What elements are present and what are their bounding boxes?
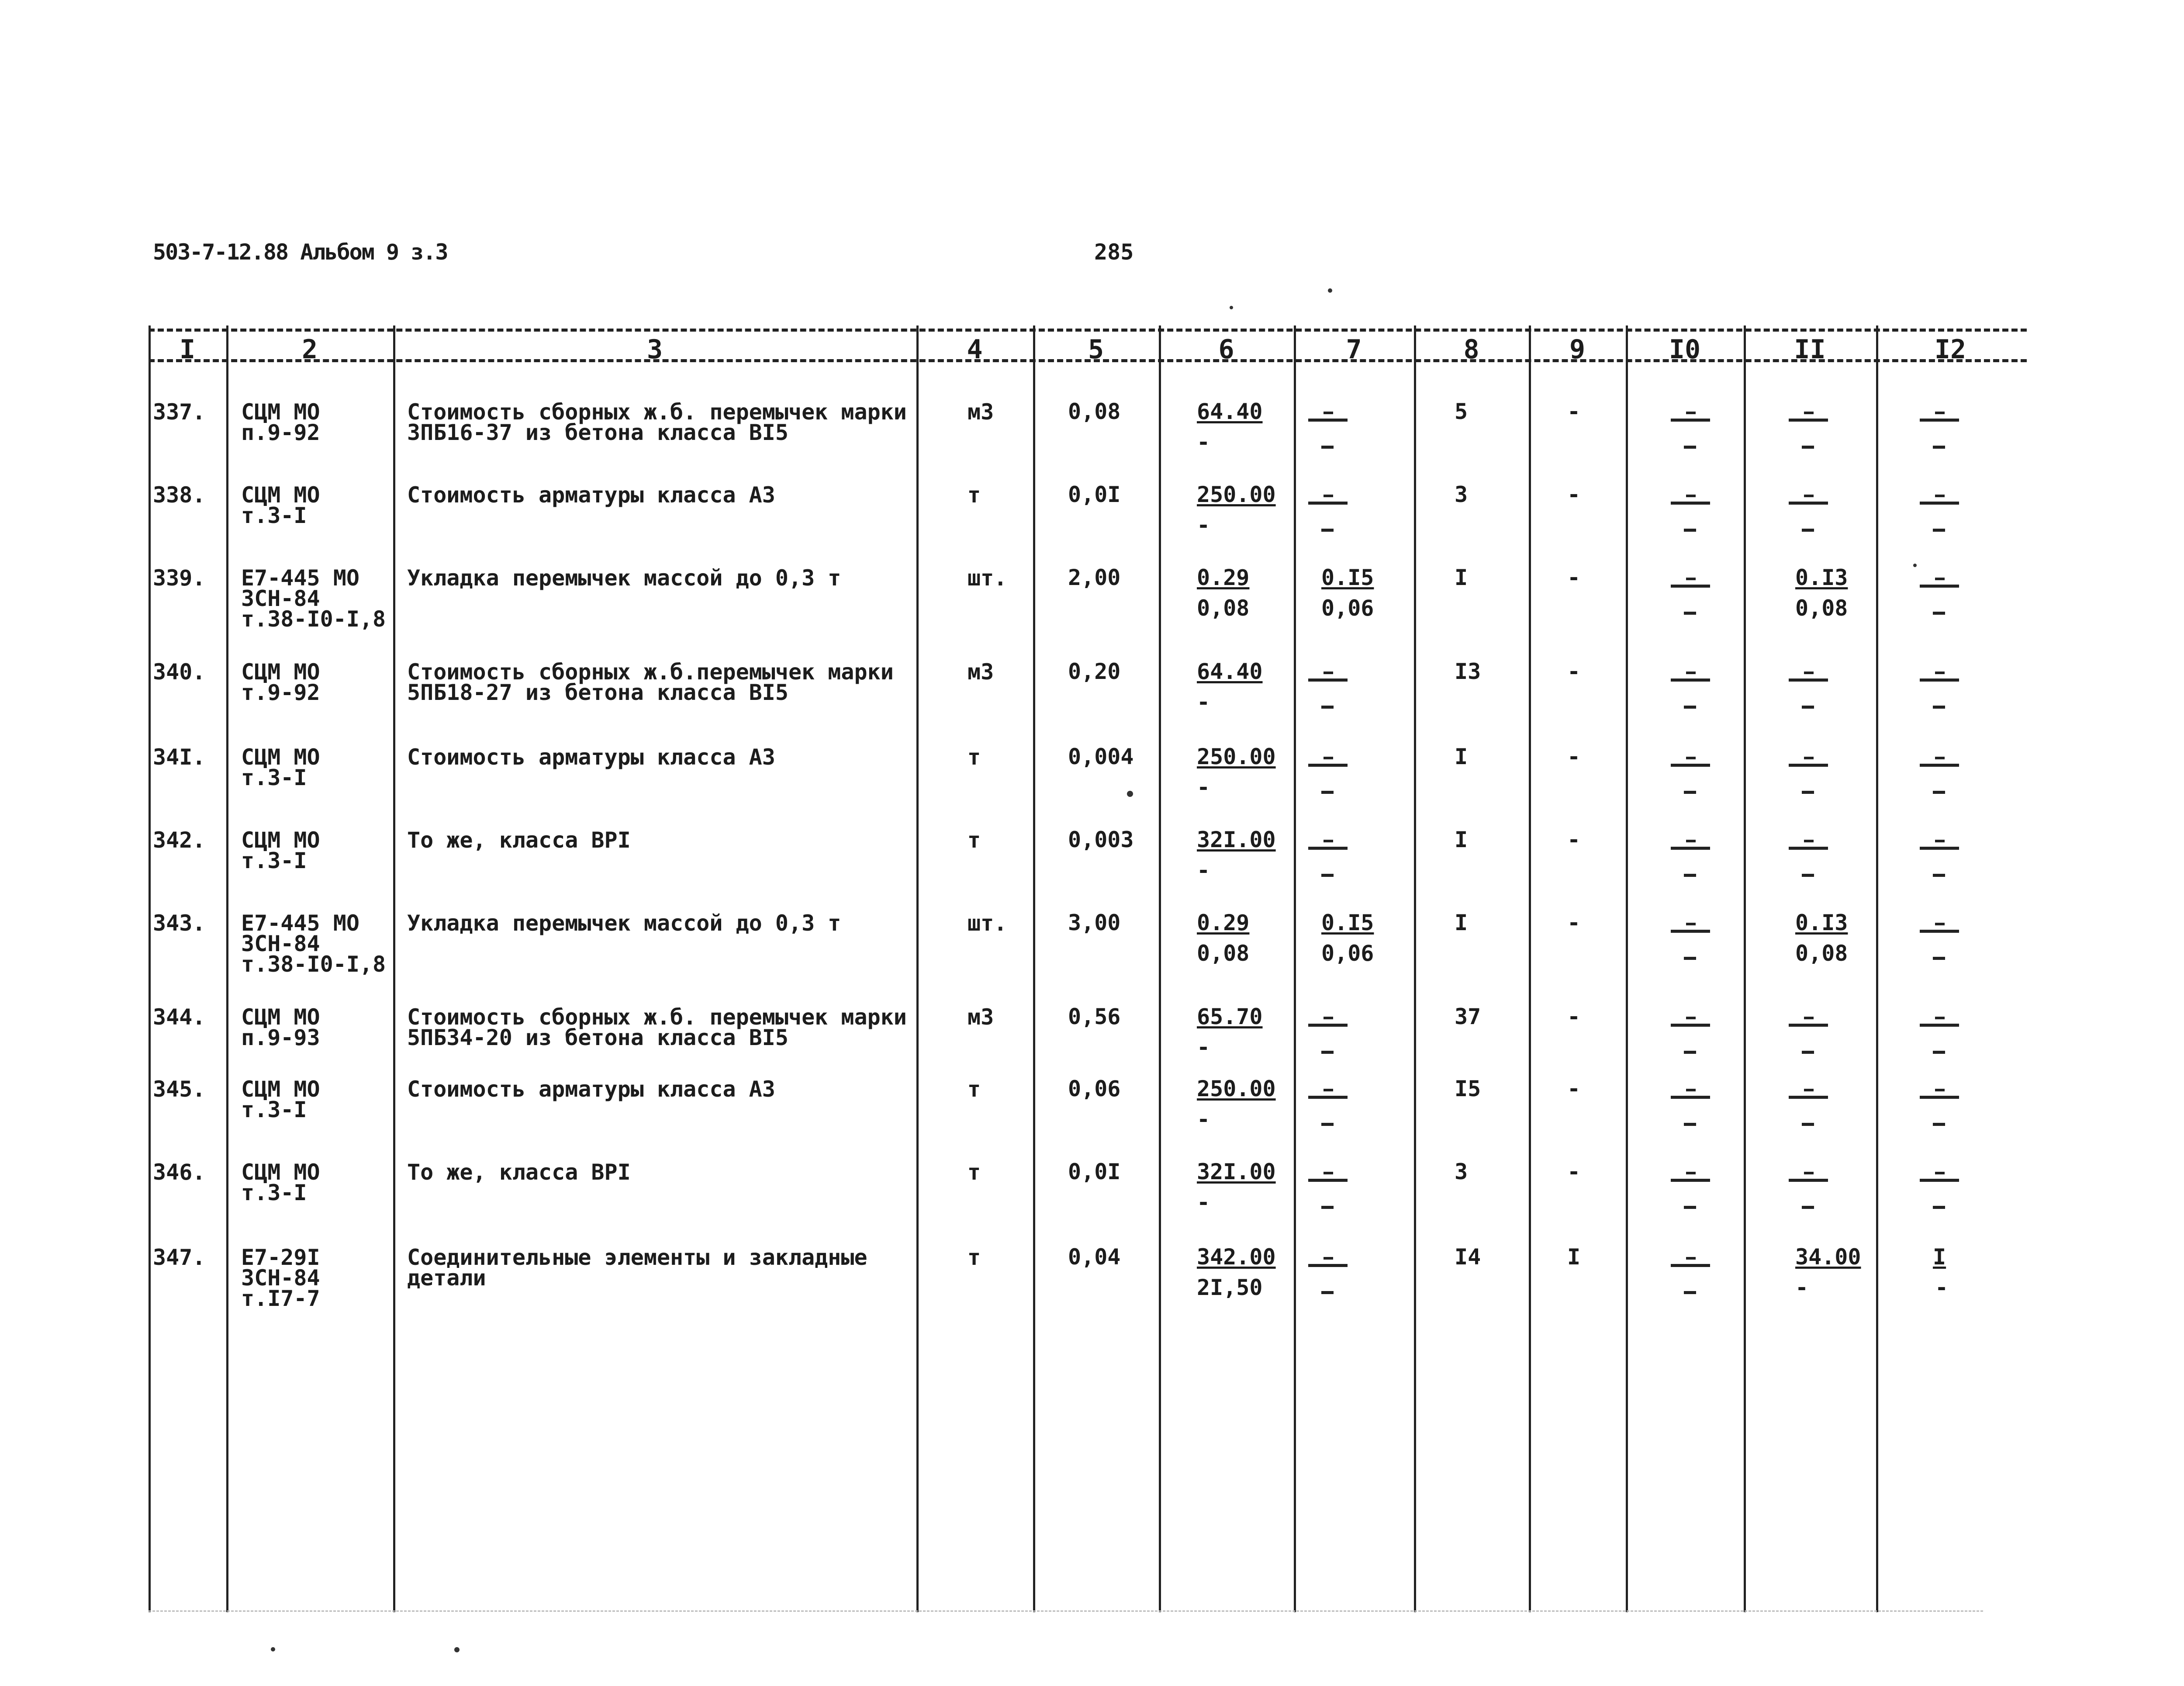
scan-speck xyxy=(271,1647,275,1651)
basis-reference: Е7-445 МО 3СН-84 т.38-I0-I,8 xyxy=(241,911,386,977)
dash-stroke xyxy=(1321,1206,1334,1209)
column-divider xyxy=(1744,325,1746,1612)
quantity: 3,00 xyxy=(1068,910,1121,935)
dash-stroke xyxy=(1684,529,1696,532)
dash-stroke xyxy=(1935,840,1945,842)
column-divider xyxy=(1876,325,1878,1612)
dash-stroke xyxy=(1933,957,1945,960)
column-number: 8 xyxy=(1463,334,1479,365)
row-number: 342. xyxy=(153,827,206,853)
row-number: 345. xyxy=(153,1077,206,1102)
dash-stroke xyxy=(1684,1291,1696,1294)
column-divider xyxy=(226,325,228,1612)
dash-stroke xyxy=(1324,757,1333,759)
dash-stroke xyxy=(1935,412,1945,414)
dash-stroke xyxy=(1321,529,1334,532)
basis-reference: СЦМ МО т.3-I xyxy=(241,482,320,528)
column-divider xyxy=(1414,325,1416,1612)
dash-stroke xyxy=(1324,495,1333,497)
dash-stroke xyxy=(1933,791,1945,794)
quantity: 0,0I xyxy=(1068,482,1121,507)
dash-stroke xyxy=(1684,1123,1696,1126)
dash-stroke xyxy=(1804,412,1814,414)
column-number: 7 xyxy=(1346,334,1362,365)
scan-speck xyxy=(1230,306,1233,309)
page-number: 285 xyxy=(1094,239,1134,265)
dash-stroke xyxy=(1671,764,1710,767)
dash-stroke xyxy=(1789,679,1828,682)
dash-stroke xyxy=(1933,1206,1945,1209)
column-9-value: - xyxy=(1567,910,1581,935)
row-number: 343. xyxy=(153,911,206,936)
dash-stroke xyxy=(1789,1096,1828,1099)
column-number: 3 xyxy=(646,334,663,365)
column-8-value: 37 xyxy=(1455,1004,1481,1029)
unit-cost-wages: - xyxy=(1197,1190,1210,1215)
unit-cost-wages: - xyxy=(1197,1035,1210,1060)
dash-stroke xyxy=(1686,495,1696,497)
dash-stroke xyxy=(1671,585,1710,588)
column-8-value: I4 xyxy=(1455,1244,1481,1270)
dash-stroke xyxy=(1686,923,1696,925)
unit-cost-wages: - xyxy=(1197,429,1210,455)
dash-stroke xyxy=(1804,840,1814,842)
dash-stroke xyxy=(1802,874,1814,877)
dash-stroke xyxy=(1684,1206,1696,1209)
column-9-value: - xyxy=(1567,1076,1581,1101)
column-8-value: I xyxy=(1455,744,1468,769)
unit-cost-wages: 0,08 xyxy=(1197,941,1250,966)
dash-stroke xyxy=(1686,757,1696,759)
dash-stroke xyxy=(1671,1096,1710,1099)
unit-cost-wages: - xyxy=(1197,858,1210,883)
work-description: Стоимость арматуры класса А3 xyxy=(407,744,775,770)
quantity: 0,04 xyxy=(1068,1244,1121,1270)
dash-stroke xyxy=(1686,578,1696,580)
row-number: 338. xyxy=(153,482,206,508)
dash-stroke xyxy=(1686,1017,1696,1019)
column-divider xyxy=(149,325,151,1612)
work-description: То же, класса ВРI xyxy=(407,1160,631,1185)
dash-stroke xyxy=(1308,1024,1348,1027)
quantity: 2,00 xyxy=(1068,565,1121,590)
unit-cost-wages: - xyxy=(1197,775,1210,800)
column-11-value: 0.I3 xyxy=(1795,910,1848,935)
column-number: I xyxy=(179,334,196,365)
scan-speck xyxy=(1328,288,1332,293)
basis-reference: СЦМ МО т.3-I xyxy=(241,1077,320,1122)
row-number: 339. xyxy=(153,565,206,591)
quantity: 0,004 xyxy=(1068,744,1134,769)
dash-stroke xyxy=(1802,529,1814,532)
column-9-value: - xyxy=(1567,1004,1581,1029)
column-11-value: 0.I3 xyxy=(1795,565,1848,590)
dash-stroke xyxy=(1933,706,1945,709)
column-number: 2 xyxy=(301,334,318,365)
column-number: 5 xyxy=(1088,334,1104,365)
quantity: 0,06 xyxy=(1068,1076,1121,1101)
unit: шт. xyxy=(968,565,1007,591)
dash-stroke xyxy=(1920,502,1959,505)
dash-stroke xyxy=(1671,1264,1710,1267)
unit-cost: 32I.00 xyxy=(1197,1159,1276,1184)
dash-stroke xyxy=(1920,1024,1959,1027)
unit-cost: 250.00 xyxy=(1197,1076,1276,1101)
dash-stroke xyxy=(1789,1179,1828,1182)
dash-stroke xyxy=(1686,672,1696,674)
unit: т xyxy=(968,827,981,853)
basis-reference: Е7-445 МО 3СН-84 т.38-I0-I,8 xyxy=(241,565,386,632)
unit-cost: 0.29 xyxy=(1197,910,1250,935)
quantity: 0,20 xyxy=(1068,659,1121,684)
dash-stroke xyxy=(1920,930,1959,933)
column-8-value: I3 xyxy=(1455,659,1481,684)
column-divider xyxy=(1294,325,1296,1612)
column-divider xyxy=(393,325,395,1612)
dash-stroke xyxy=(1935,672,1945,674)
column-divider xyxy=(1529,325,1531,1612)
column-9-value: - xyxy=(1567,399,1581,424)
basis-reference: СЦМ МО п.9-93 xyxy=(241,1004,320,1050)
row-number: 34I. xyxy=(153,744,206,770)
dash-stroke xyxy=(1933,446,1945,449)
column-11-value: 34.00 xyxy=(1795,1244,1861,1270)
basis-reference: Е7-29I 3СН-84 т.I7-7 xyxy=(241,1245,320,1311)
unit: м3 xyxy=(968,659,994,685)
unit-cost-wages: - xyxy=(1197,689,1210,715)
dash-stroke xyxy=(1933,529,1945,532)
unit: м3 xyxy=(968,399,994,425)
work-description: Укладка перемычек массой до 0,3 т xyxy=(407,565,841,591)
dash-stroke xyxy=(1802,791,1814,794)
column-divider xyxy=(1033,325,1035,1612)
quantity: 0,08 xyxy=(1068,399,1121,424)
dash-stroke xyxy=(1935,1172,1945,1174)
dash-stroke xyxy=(1671,1024,1710,1027)
dash-stroke xyxy=(1686,1089,1696,1091)
column-8-value: I5 xyxy=(1455,1076,1481,1101)
dash-stroke xyxy=(1802,1123,1814,1126)
row-number: 340. xyxy=(153,659,206,685)
column-9-value: - xyxy=(1567,659,1581,684)
unit-cost-wages: - xyxy=(1197,512,1210,538)
column-8-value: I xyxy=(1455,565,1468,590)
column-8-value: I xyxy=(1455,910,1468,935)
column-9-value: - xyxy=(1567,482,1581,507)
row-number: 337. xyxy=(153,399,206,425)
quantity: 0,56 xyxy=(1068,1004,1121,1029)
dash-stroke xyxy=(1671,1179,1710,1182)
column-8-value: 3 xyxy=(1455,1159,1468,1184)
row-number: 344. xyxy=(153,1004,206,1030)
dash-stroke xyxy=(1933,1123,1945,1126)
quantity: 0,003 xyxy=(1068,827,1134,852)
dash-stroke xyxy=(1684,446,1696,449)
dash-stroke xyxy=(1802,446,1814,449)
dash-stroke xyxy=(1684,1051,1696,1054)
dash-stroke xyxy=(1802,1051,1814,1054)
column-11-subvalue: - xyxy=(1795,1275,1809,1300)
column-number: 4 xyxy=(967,334,983,365)
dash-stroke xyxy=(1933,612,1945,615)
dash-stroke xyxy=(1935,578,1945,580)
column-divider xyxy=(1159,325,1161,1612)
dash-stroke xyxy=(1935,1017,1945,1019)
dash-stroke xyxy=(1935,495,1945,497)
dash-stroke xyxy=(1804,1172,1814,1174)
column-number: II xyxy=(1794,334,1826,365)
column-9-value: I xyxy=(1567,1244,1581,1270)
dash-stroke xyxy=(1684,957,1696,960)
unit: т xyxy=(968,1160,981,1185)
column-9-value: - xyxy=(1567,565,1581,590)
unit: т xyxy=(968,1077,981,1102)
basis-reference: СЦМ МО т.9-92 xyxy=(241,659,320,705)
dash-stroke xyxy=(1789,1024,1828,1027)
quantity: 0,0I xyxy=(1068,1159,1121,1184)
unit: шт. xyxy=(968,911,1007,936)
dash-stroke xyxy=(1308,679,1348,682)
dash-stroke xyxy=(1324,1089,1333,1091)
basis-reference: СЦМ МО т.3-I xyxy=(241,744,320,790)
dash-stroke xyxy=(1920,585,1959,588)
dash-stroke xyxy=(1321,1051,1334,1054)
dash-stroke xyxy=(1684,706,1696,709)
basis-reference: СЦМ МО т.3-I xyxy=(241,827,320,873)
dash-stroke xyxy=(1324,672,1333,674)
column-9-value: - xyxy=(1567,744,1581,769)
dash-stroke xyxy=(1671,847,1710,850)
unit-cost-wages: - xyxy=(1197,1107,1210,1132)
dash-stroke xyxy=(1804,757,1814,759)
unit-cost-wages: 0,08 xyxy=(1197,595,1250,621)
unit: т xyxy=(968,482,981,508)
column-number: 6 xyxy=(1218,334,1234,365)
dash-stroke xyxy=(1321,706,1334,709)
column-9-value: - xyxy=(1567,827,1581,852)
unit-cost: 64.40 xyxy=(1197,659,1263,684)
column-divider xyxy=(1626,325,1628,1612)
dash-stroke xyxy=(1686,1257,1696,1260)
dash-stroke xyxy=(1321,1291,1334,1294)
machine-cost-wages: 0,06 xyxy=(1321,941,1374,966)
dash-stroke xyxy=(1324,1017,1333,1019)
work-description: Стоимость сборных ж.б. перемычек марки 3ПБ16-37 из бетона класса BI5 xyxy=(407,399,907,445)
dash-stroke xyxy=(1802,706,1814,709)
dash-stroke xyxy=(1935,757,1945,759)
dash-stroke xyxy=(1804,672,1814,674)
dash-stroke xyxy=(1684,612,1696,615)
machine-cost: 0.I5 xyxy=(1321,565,1374,590)
dash-stroke xyxy=(1686,412,1696,414)
basis-reference: СЦМ МО т.3-I xyxy=(241,1160,320,1205)
dash-stroke xyxy=(1321,791,1334,794)
dash-stroke xyxy=(1308,764,1348,767)
unit-cost: 0.29 xyxy=(1197,565,1250,590)
dash-stroke xyxy=(1308,847,1348,850)
unit-cost: 250.00 xyxy=(1197,482,1276,507)
dash-stroke xyxy=(1920,679,1959,682)
dash-stroke xyxy=(1324,1172,1333,1174)
dash-stroke xyxy=(1789,764,1828,767)
work-description: Стоимость сборных ж.б. перемычек марки 5ПБ34-20 из бетона класса BI5 xyxy=(407,1004,907,1050)
column-11-subvalue: 0,08 xyxy=(1795,595,1848,621)
work-description: Стоимость арматуры класса А3 xyxy=(407,1077,775,1102)
machine-cost-wages: 0,06 xyxy=(1321,595,1374,621)
dash-stroke xyxy=(1686,1172,1696,1174)
unit: м3 xyxy=(968,1004,994,1030)
dash-stroke xyxy=(1920,419,1959,422)
dash-stroke xyxy=(1671,930,1710,933)
document-code: 503-7-12.88 Альбом 9 з.3 xyxy=(153,239,448,265)
unit: т xyxy=(968,744,981,770)
dash-stroke xyxy=(1671,419,1710,422)
unit: т xyxy=(968,1245,981,1270)
dash-stroke xyxy=(1671,502,1710,505)
unit-cost-wages: 2I,50 xyxy=(1197,1275,1263,1300)
dash-stroke xyxy=(1321,446,1334,449)
unit-cost: 65.70 xyxy=(1197,1004,1263,1029)
row-number: 347. xyxy=(153,1245,206,1270)
dash-stroke xyxy=(1920,847,1959,850)
dash-stroke xyxy=(1935,923,1945,925)
column-8-value: I xyxy=(1455,827,1468,852)
column-12-subvalue: - xyxy=(1935,1275,1949,1300)
dash-stroke xyxy=(1308,1096,1348,1099)
dash-stroke xyxy=(1671,679,1710,682)
dash-stroke xyxy=(1920,1096,1959,1099)
dash-stroke xyxy=(1684,791,1696,794)
column-12-value: I xyxy=(1933,1244,1946,1270)
row-number: 346. xyxy=(153,1160,206,1185)
dash-stroke xyxy=(1308,502,1348,505)
column-number: I2 xyxy=(1934,334,1966,365)
dash-stroke xyxy=(1920,764,1959,767)
column-8-value: 5 xyxy=(1455,399,1468,424)
column-11-subvalue: 0,08 xyxy=(1795,941,1848,966)
work-description: Соединительные элементы и закладные детали xyxy=(407,1245,867,1291)
dash-stroke xyxy=(1686,840,1696,842)
dash-stroke xyxy=(1933,1051,1945,1054)
unit-cost: 32I.00 xyxy=(1197,827,1276,852)
column-number: I0 xyxy=(1669,334,1701,365)
machine-cost: 0.I5 xyxy=(1321,910,1374,935)
dash-stroke xyxy=(1321,1123,1334,1126)
scan-speck xyxy=(454,1647,460,1652)
scan-speck xyxy=(1913,564,1917,567)
dash-stroke xyxy=(1324,412,1333,414)
dash-stroke xyxy=(1308,419,1348,422)
table-bottom-rule xyxy=(149,1610,1983,1612)
dash-stroke xyxy=(1935,1089,1945,1091)
dash-stroke xyxy=(1804,495,1814,497)
column-8-value: 3 xyxy=(1455,482,1468,507)
dash-stroke xyxy=(1789,847,1828,850)
dash-stroke xyxy=(1933,874,1945,877)
dash-stroke xyxy=(1789,419,1828,422)
work-description: Стоимость арматуры класса А3 xyxy=(407,482,775,508)
dash-stroke xyxy=(1321,874,1334,877)
column-number: 9 xyxy=(1569,334,1586,365)
dash-stroke xyxy=(1308,1179,1348,1182)
dash-stroke xyxy=(1324,1257,1333,1260)
work-description: То же, класса ВРI xyxy=(407,827,631,853)
dash-stroke xyxy=(1308,1264,1348,1267)
dash-stroke xyxy=(1804,1017,1814,1019)
basis-reference: СЦМ МО п.9-92 xyxy=(241,399,320,445)
dash-stroke xyxy=(1920,1179,1959,1182)
column-9-value: - xyxy=(1567,1159,1581,1184)
column-divider xyxy=(916,325,919,1612)
dash-stroke xyxy=(1804,1089,1814,1091)
scan-speck xyxy=(1127,791,1133,797)
dash-stroke xyxy=(1684,874,1696,877)
work-description: Укладка перемычек массой до 0,3 т xyxy=(407,911,841,936)
unit-cost: 250.00 xyxy=(1197,744,1276,769)
dash-stroke xyxy=(1789,502,1828,505)
dash-stroke xyxy=(1802,1206,1814,1209)
unit-cost: 342.00 xyxy=(1197,1244,1276,1270)
unit-cost: 64.40 xyxy=(1197,399,1263,424)
work-description: Стоимость сборных ж.б.перемычек марки 5ПБ18-27 из бетона класса BI5 xyxy=(407,659,894,705)
dash-stroke xyxy=(1324,840,1333,842)
